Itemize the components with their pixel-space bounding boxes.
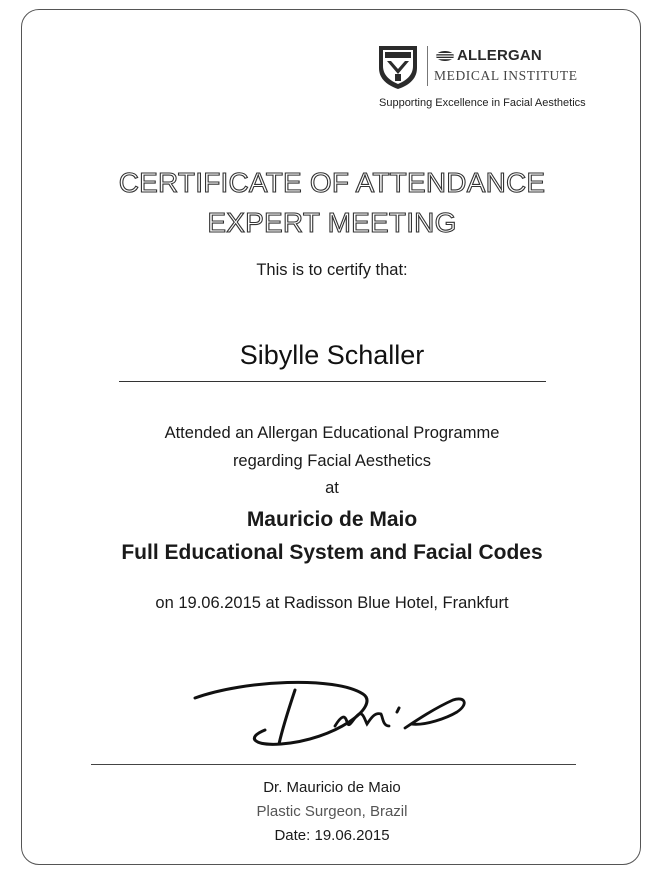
signature-image (185, 668, 485, 758)
program-instructor: Mauricio de Maio (246, 508, 418, 531)
program-title: Full Educational System and Facial Codes (121, 541, 543, 564)
signature-line (91, 764, 576, 765)
signatory-title: Plastic Surgeon, Brazil (256, 803, 408, 820)
certify-text: This is to certify that: (256, 261, 408, 279)
certificate-title: CERTIFICATE OF ATTENDANCE (118, 167, 546, 198)
event-date-location: on 19.06.2015 at Radisson Blue Hotel, Frankfurt (155, 594, 509, 612)
attended-text-line-1: Attended an Allergan Educational Programme (164, 424, 500, 442)
recipient-name: Sibylle Schaller (239, 340, 425, 370)
signatory-date: Date: 19.06.2015 (274, 827, 390, 844)
logo-tagline: Supporting Excellence in Facial Aesthetics (379, 97, 586, 109)
shield-icon (377, 44, 419, 90)
attended-text-line-2: regarding Facial Aesthetics (232, 452, 432, 470)
allergan-logo (377, 44, 637, 114)
logo-institute: MEDICAL INSTITUTE (434, 68, 578, 83)
allergan-mark-icon (435, 50, 455, 62)
logo-brand: ALLERGAN (457, 47, 542, 64)
logo-divider (427, 46, 428, 86)
certificate-subtitle: EXPERT MEETING (207, 207, 457, 238)
signatory-name: Dr. Mauricio de Maio (263, 779, 401, 796)
name-underline (119, 381, 546, 382)
attended-text-line-3: at (325, 479, 339, 497)
